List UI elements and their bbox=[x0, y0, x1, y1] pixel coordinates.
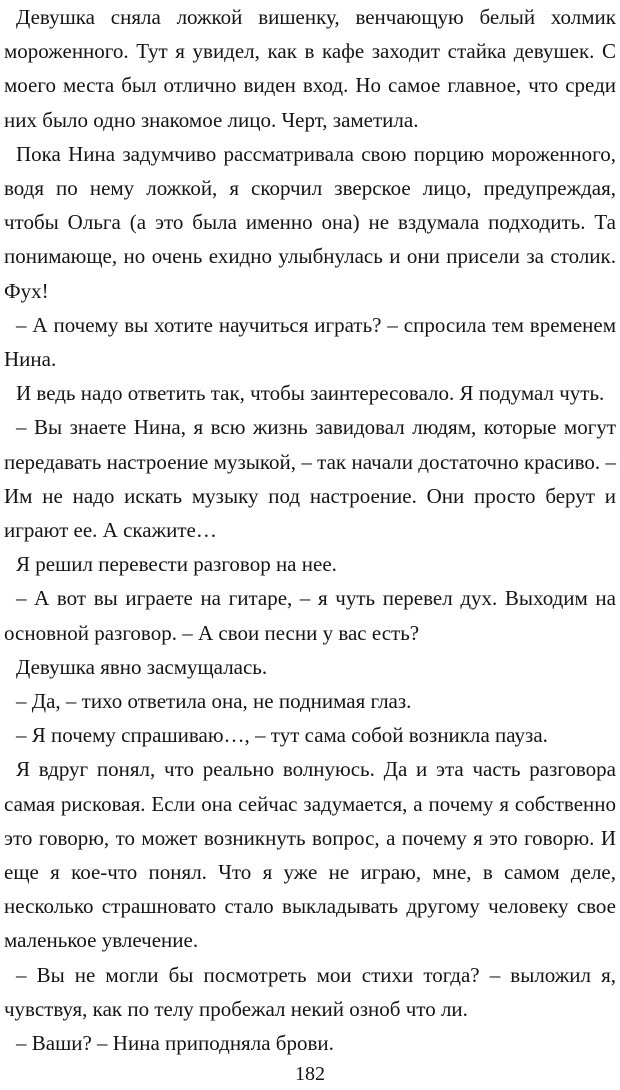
paragraph-5: – Вы знаете Нина, я всю жизнь завидовал людям, которые могут передавать настроение музыкой, – так начали достаточно красиво. – Им не надо искать музыку под настроение. Они просто берут и играют ее. А скажите… bbox=[4, 415, 616, 543]
paragraph-9: – Да, – тихо ответила она, не поднимая глаз. bbox=[16, 689, 412, 714]
paragraph-7: – А вот вы играете на гитаре, – я чуть перевел дух. Выходим на основной разговор. – А свои песни у вас есть? bbox=[4, 586, 616, 645]
paragraph-8: Девушка явно засмущалась. bbox=[16, 654, 268, 679]
paragraph-10: – Я почему спрашиваю…, – тут сама собой возникла пауза. bbox=[16, 723, 548, 748]
paragraph-13: – Ваши? – Нина приподняла брови. bbox=[16, 1031, 334, 1056]
paragraph-6: Я решил перевести разговор на нее. bbox=[16, 552, 337, 577]
body-text bbox=[4, 0, 616, 1060]
paragraph-1: Девушка сняла ложкой вишенку, венчающую белый холмик мороженного. Тут я увидел, как в кафе заходит стайка девушек. С моего места был отлично виден вход. Но самое главное, что среди них было одно знакомое лицо. Черт, заметила. bbox=[4, 5, 616, 132]
paragraph-4: И ведь надо ответить так, чтобы заинтересовало. Я подумал чуть. bbox=[16, 381, 605, 406]
paragraph-3: – А почему вы хотите научиться играть? – спросила тем временем Нина. bbox=[4, 312, 616, 372]
paragraph-12: – Вы не могли бы посмотреть мои стихи тогда? – выложил я, чувствуя, как по телу пробежал некий озноб что ли. bbox=[4, 962, 616, 1021]
page-number: 182 bbox=[295, 1063, 325, 1085]
paragraph-2: Пока Нина задумчиво рассматривала свою порцию мороженного, водя по нему ложкой, я скорчил зверское лицо, предупреждая, чтобы Ольга (а это была именно она) не вздумала подходить. Та понимающе, но очень ехидно улыбнулась и они присели за столик. Фух! bbox=[4, 141, 616, 303]
paragraph-11: Я вдруг понял, что реально волнуюсь. Да и эта часть разговора самая рисковая. Если она сейчас задумается, а почему я собственно это говорю, то может возникнуть вопрос, а почему я это говорю. И еще я кое-что понял. Что я уже не играю, мне, в самом деле, несколько страшновато стало выкладывать другому человеку свое маленькое увлечение. bbox=[4, 757, 616, 953]
